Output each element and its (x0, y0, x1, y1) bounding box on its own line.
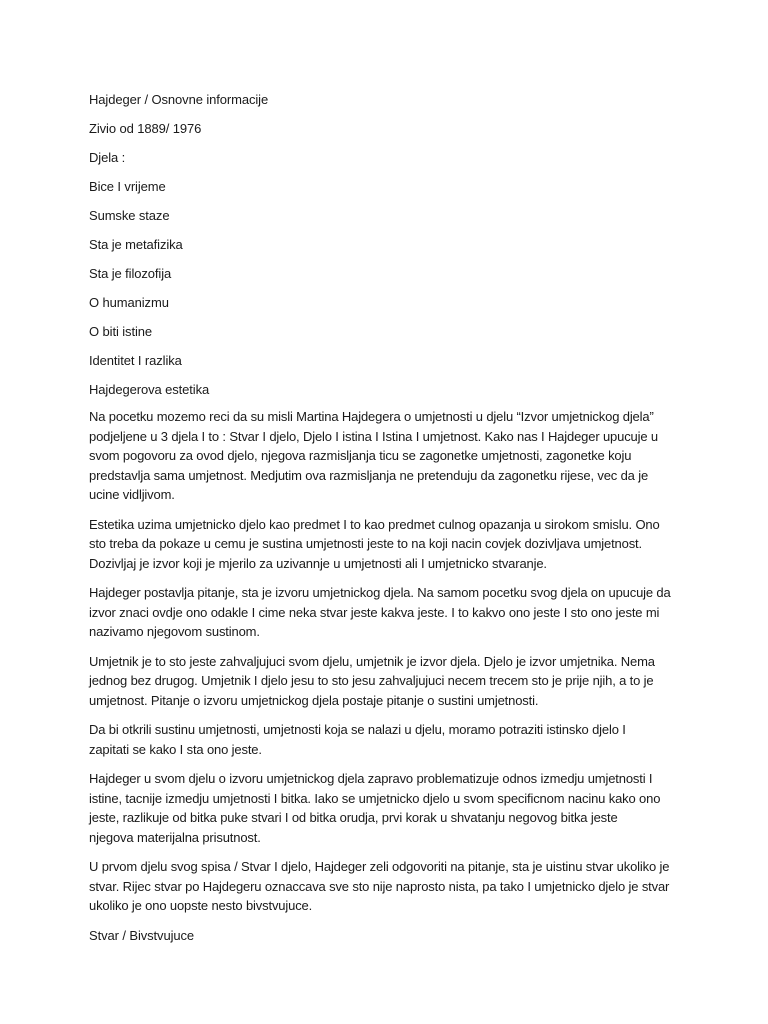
lived-years: Zivio od 1889/ 1976 (89, 121, 202, 136)
work-item: Sta je metafizika (89, 237, 183, 252)
paragraph-line: Na pocetku mozemo reci da su misli Martina Hajdegera o umjetnosti u djelu “Izvor umjetnickog djela” (89, 409, 654, 424)
work-item: O biti istine (89, 324, 153, 339)
paragraph-line: nazivamo njegovom sustinom. (89, 624, 260, 639)
paragraph-line: jeste, razlikuje od bitka puke stvari I od bitka orudja, prvi korak u shvatanju negovog bitka jeste (89, 810, 618, 825)
document-page (89, 90, 679, 955)
paragraph-line: Hajdeger u svom djelu o izvoru umjetnickog djela zapravo problematizuje odnos izmedju umjetnosti I (89, 771, 653, 786)
works-list (89, 177, 679, 370)
paragraph-line: jednog bez drugog. Umjetnik I djelo jesu to sto jesu zahvaljujuci necem trecem sto je prije njih, a to je (89, 673, 654, 688)
paragraph-line: Hajdeger postavlja pitanje, sta je izvoru umjetnickog djela. Na samom pocetku svog djela on upucuje da (89, 585, 671, 600)
paragraph-line: istine, tacnije izmedju umjetnosti I bitka. Iako se umjetnicko djelo u svom specificnom nacinu kako ono (89, 790, 661, 806)
paragraph-line: predstavlja sama umjetnost. Medjutim ova razmisljanja ne pretenduju da zagonetku rijese, vec da je (89, 467, 649, 483)
paragraph-line: sto treba da pokaze u cemu je sustina umjetnosti jeste to na koji nacin covjek dozivljava umjetnost. (89, 536, 642, 551)
paragraph (89, 857, 679, 916)
paragraph-line: ukoliko je ono uopste nesto bivstvujuce. (89, 898, 313, 913)
paragraph-line: njegova materijalna prisutnost. (89, 829, 261, 845)
paragraph-line: stvar. Rijec stvar po Hajdegeru oznaccava sve sto nije naprosto nista, pa tako I umjetnicko djelo je stvar (89, 878, 670, 894)
work-item: Sumske staze (89, 208, 170, 223)
paragraph-line: U prvom djelu svog spisa / Stvar I djelo, Hajdeger zeli odgovoriti na pitanje, sta je uistinu stvar ukoliko je (89, 859, 670, 874)
paragraph-line: umjetnost. Pitanje o izvoru umjetnickog djela postaje pitanje o sustini umjetnosti. (89, 692, 539, 708)
work-item: Identitet I razlika (89, 353, 182, 368)
paragraph-line: svom pogovoru za ovod djelo, njegova razmisljanja ticu se zagonetke umjetnosti, zagonetke koju (89, 448, 632, 463)
paragraph-line: Dozivljaj je izvor koji je mjerilo za uzivannje u umjetnosti ali I umjetnicko stvaranje. (89, 555, 547, 571)
doc-heading: Hajdeger / Osnovne informacije (89, 92, 269, 107)
final-heading: Stvar / Bivstvujuce (89, 927, 195, 943)
paragraph (89, 720, 679, 759)
section-title: Hajdegerova estetika (89, 382, 210, 397)
paragraph (89, 769, 679, 847)
paragraph-line: zapitati se kako I sta ono jeste. (89, 741, 262, 757)
work-item: Bice I vrijeme (89, 179, 166, 194)
paragraph-line: podjeljene u 3 djela I to : Stvar I djelo, Djelo I istina I Istina I umjetnost. Kako nas I Hajdeger upucuje u (89, 428, 658, 444)
work-item: Sta je filozofija (89, 266, 172, 281)
paragraph-line: Da bi otkrili sustinu umjetnosti, umjetnosti koja se nalazi u djelu, moramo potraziti istinsko djelo I (89, 722, 626, 737)
paragraph (89, 407, 679, 505)
paragraph-line: Estetika uzima umjetnicko djelo kao predmet I to kao predmet culnog opazanja u sirokom smislu. Ono (89, 516, 660, 532)
paragraph-line: izvor znaci ovdje ono odakle I cime neka stvar jeste kakva jeste. I to kakvo ono jeste I sto ono jeste mi (89, 604, 660, 620)
paragraph (89, 583, 679, 642)
paragraph-line: Umjetnik je to sto jeste zahvaljujuci svom djelu, umjetnik je izvor djela. Djelo je izvor umjetnika. Nema (89, 653, 655, 669)
paragraph (89, 652, 679, 711)
paragraph (89, 515, 679, 574)
paragraph-line: ucine vidljivom. (89, 487, 175, 502)
work-item: O humanizmu (89, 295, 169, 310)
works-label: Djela : (89, 150, 126, 165)
